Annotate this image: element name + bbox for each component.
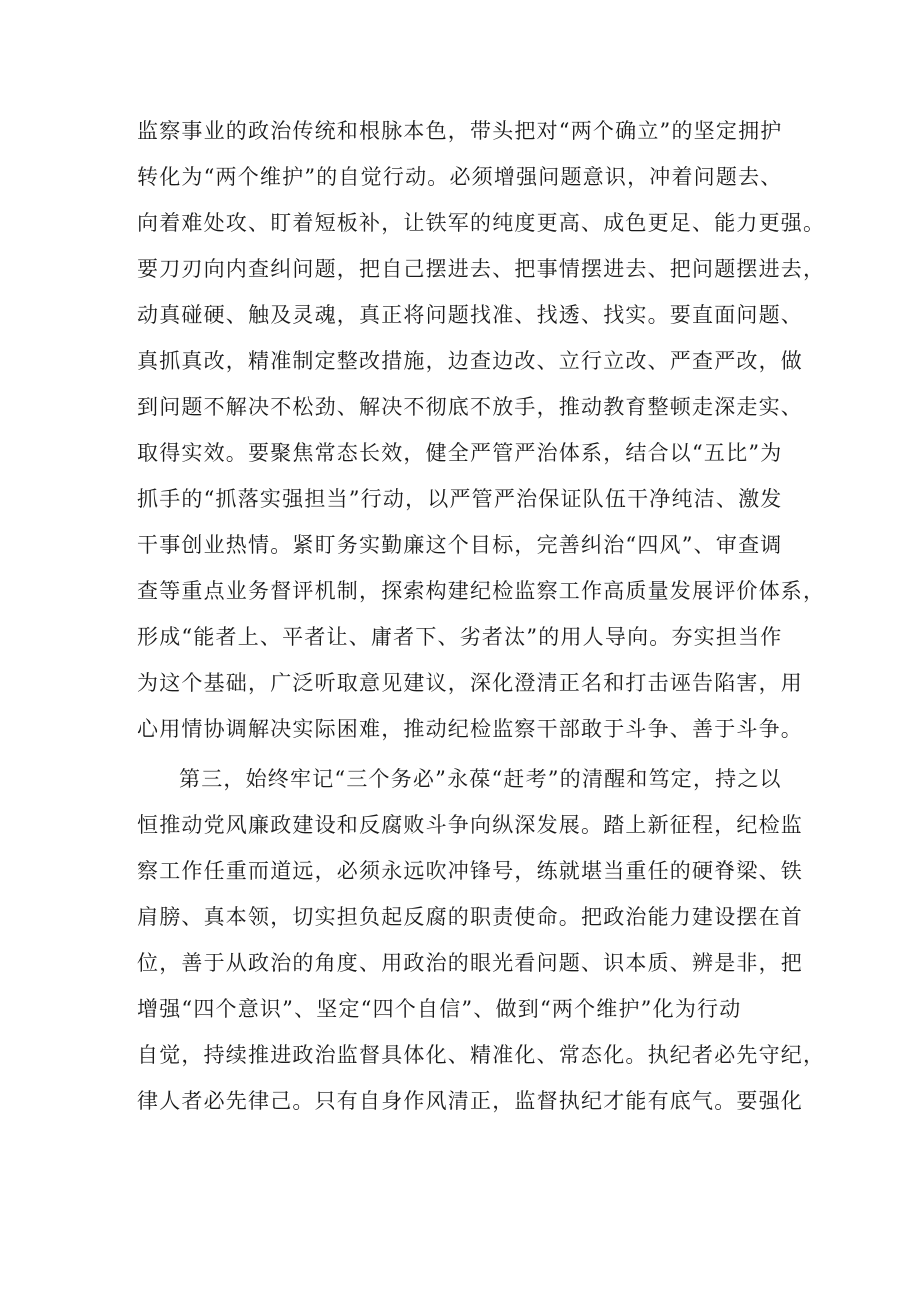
paragraph-1 <box>137 108 826 752</box>
text-line: 转化为“两个维护”的自觉行动。必须增强问题意识，冲着问题去、 <box>137 165 783 189</box>
text-line: 向着难处攻、盯着短板补，让铁军的纯度更高、成色更足、能力更强。 <box>137 211 826 235</box>
text-line: 监察事业的政治传统和根脉本色，带头把对“两个确立”的坚定拥护 <box>137 119 783 143</box>
text-line: 自觉，持续推进政治监督具体化、精准化、常态化。执纪者必先守纪， <box>137 1043 826 1067</box>
text-line: 到问题不解决不松劲、解决不彻底不放手，推动教育整顿走深走实、 <box>137 395 803 419</box>
text-line: 形成“能者上、平者让、庸者下、劣者汰”的用人导向。夯实担当作 <box>137 625 783 649</box>
text-line: 恒推动党风廉政建设和反腐败斗争向纵深发展。踏上新征程，纪检监 <box>137 813 803 837</box>
text-line: 取得实效。要聚焦常态长效，健全严管严治体系，结合以“五比”为 <box>137 441 783 465</box>
text-line: 真抓真改，精准制定整改措施，边查边改、立行立改、严查严改，做 <box>137 349 803 373</box>
text-line: 位，善于从政治的角度、用政治的眼光看问题、识本质、辨是非，把 <box>137 951 803 975</box>
text-line: 心用情协调解决实际困难，推动纪检监察干部敢于斗争、善于斗争。 <box>137 717 803 741</box>
body-text <box>137 108 826 1124</box>
text-line: 要刀刃向内查纠问题，把自己摆进去、把事情摆进去、把问题摆进去， <box>137 257 826 281</box>
text-line: 增强“四个意识”、坚定“四个自信”、做到“两个维护”化为行动 <box>137 997 742 1021</box>
paragraph-2 <box>137 756 826 1124</box>
text-line: 肩膀、真本领，切实担负起反腐的职责使命。把政治能力建设摆在首 <box>137 905 803 929</box>
text-line: 干事创业热情。紧盯务实勤廉这个目标，完善纠治“四风”、审查调 <box>137 533 783 557</box>
text-line: 为这个基础，广泛听取意见建议，深化澄清正名和打击诬告陷害，用 <box>137 671 803 695</box>
text-line: 抓手的“抓落实强担当”行动，以严管严治保证队伍干净纯洁、激发 <box>137 487 783 511</box>
text-line: 律人者必先律己。只有自身作风清正，监督执纪才能有底气。要强化 <box>137 1089 803 1113</box>
text-line: 动真碰硬、触及灵魂，真正将问题找准、找透、找实。要直面问题、 <box>137 303 803 327</box>
text-line: 第三，始终牢记“三个务必”永葆“赶考”的清醒和笃定，持之以 <box>179 767 782 791</box>
text-line: 察工作任重而道远，必须永远吹冲锋号，练就堪当重任的硬脊梁、铁 <box>137 859 803 883</box>
text-line: 查等重点业务督评机制，探索构建纪检监察工作高质量发展评价体系， <box>137 579 826 603</box>
